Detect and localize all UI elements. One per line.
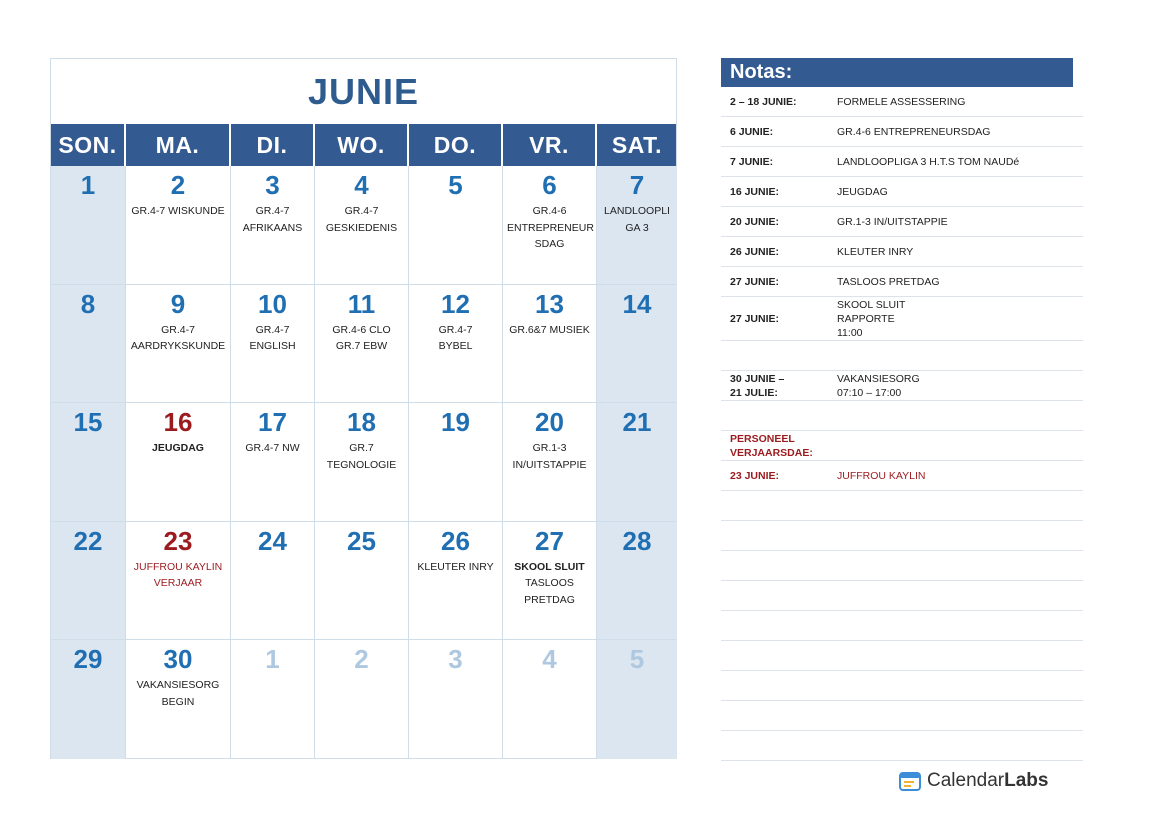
logo-text-part2: Labs	[1004, 770, 1049, 791]
weekday-header-cell: WO.	[315, 124, 409, 166]
day-event-bold: SKOOL SLUIT	[514, 560, 585, 573]
day-event: GR.1-3 IN/UITSTAPPIE	[512, 442, 587, 471]
day-cell[interactable]	[231, 166, 315, 285]
day-event: GR.4-7 ENGLISH	[249, 323, 296, 353]
day-cell[interactable]	[315, 640, 409, 759]
note-row	[721, 731, 1083, 761]
notes-list	[721, 87, 1083, 761]
note-text: JEUGDAG	[837, 185, 888, 198]
day-number: 25	[347, 525, 376, 556]
notes-title: Notas:	[721, 58, 1073, 87]
note-date: 23 JUNIE:	[730, 469, 780, 482]
day-event: VAKANSIESORG BEGIN	[136, 679, 220, 708]
day-number: 5	[629, 644, 645, 675]
notes-panel	[721, 58, 1083, 761]
day-number: 22	[73, 525, 103, 556]
day-cell[interactable]	[51, 403, 126, 522]
note-text: JUFFROU KAYLIN	[837, 469, 926, 482]
week-row	[51, 403, 677, 522]
day-cell[interactable]	[597, 285, 677, 404]
day-cell[interactable]	[126, 285, 231, 404]
day-event: JUFFROU KAYLIN VERJAAR	[133, 560, 223, 590]
note-row	[721, 177, 1083, 207]
note-text: TASLOOS PRETDAG	[837, 275, 940, 288]
day-cell[interactable]	[51, 522, 126, 641]
day-cell[interactable]	[315, 285, 409, 404]
day-cell[interactable]	[409, 640, 503, 759]
day-number: 13	[535, 288, 564, 319]
note-row	[721, 207, 1083, 237]
day-event: GR.4-7 GESKIEDENIS	[325, 205, 398, 234]
day-number: 1	[265, 644, 280, 675]
day-cell[interactable]	[126, 640, 231, 759]
day-event: KLEUTER INRY	[417, 560, 494, 573]
note-date: 7 JUNIE:	[730, 155, 774, 168]
day-cell[interactable]	[315, 166, 409, 285]
calendar-grid	[51, 166, 676, 759]
note-row	[721, 297, 1083, 341]
note-row	[721, 551, 1083, 581]
day-number: 3	[265, 170, 280, 200]
note-row	[721, 641, 1083, 671]
day-cell[interactable]	[597, 640, 677, 759]
day-number: 2	[170, 170, 186, 200]
note-row	[721, 87, 1083, 117]
weekday-header-cell: VR.	[503, 124, 597, 166]
day-number: 15	[73, 407, 103, 438]
day-number: 30	[163, 644, 193, 675]
note-row	[721, 461, 1083, 491]
note-row	[721, 611, 1083, 641]
note-text: LANDLOOPLIGA 3 H.T.S TOM NAUDé	[837, 155, 1020, 168]
day-number: 18	[347, 407, 376, 438]
day-number: 29	[73, 644, 103, 675]
day-cell[interactable]	[315, 522, 409, 641]
day-number: 4	[354, 170, 369, 200]
note-date: 27 JUNIE:	[730, 312, 780, 325]
day-number: 2	[354, 644, 369, 675]
day-cell[interactable]	[231, 403, 315, 522]
day-cell[interactable]	[503, 403, 597, 522]
week-row	[51, 522, 677, 641]
day-cell[interactable]	[315, 403, 409, 522]
note-row	[721, 147, 1083, 177]
note-text: GR.1-3 IN/UITSTAPPIE	[837, 215, 948, 228]
note-row	[721, 491, 1083, 521]
day-number: 3	[448, 644, 463, 675]
day-event: GR.4-7 NW	[245, 442, 300, 455]
weekday-header	[51, 124, 676, 166]
day-event: GR.4-6 ENTREPRENEUR SDAG	[507, 205, 594, 250]
day-event: GR.4-6 CLO GR.7 EBW	[332, 323, 391, 353]
logo-text-part1: Calendar	[927, 770, 1005, 791]
day-cell[interactable]	[51, 640, 126, 759]
weekday-header-cell: SAT.	[611, 131, 663, 158]
day-cell[interactable]	[503, 285, 597, 404]
note-text: VAKANSIESORG 07:10 – 17:00	[837, 372, 920, 399]
day-cell[interactable]	[597, 166, 677, 285]
day-cell[interactable]	[503, 166, 597, 285]
day-event: GR.4-7 WISKUNDE	[131, 205, 225, 217]
day-number: 4	[542, 644, 557, 675]
day-event: JEUGDAG	[152, 442, 204, 455]
day-number: 14	[622, 288, 652, 319]
note-row	[721, 521, 1083, 551]
day-number: 19	[441, 407, 470, 438]
calendar	[50, 58, 677, 759]
note-row	[721, 401, 1083, 431]
note-text: KLEUTER INRY	[837, 245, 914, 258]
day-cell[interactable]	[409, 166, 503, 285]
note-date: 2 – 18 JUNIE:	[730, 95, 797, 108]
day-number: 5	[448, 170, 463, 200]
month-title: JUNIE	[307, 70, 420, 112]
day-cell[interactable]	[409, 403, 503, 522]
day-number: 20	[535, 407, 564, 438]
day-number: 7	[629, 170, 645, 200]
week-row	[51, 640, 677, 759]
note-row	[721, 267, 1083, 297]
day-number: 27	[535, 525, 564, 556]
day-event: GR.7 TEGNOLOGIE	[326, 442, 397, 471]
day-event: TASLOOS PRETDAG	[524, 577, 575, 606]
day-number: 8	[80, 288, 96, 319]
day-cell[interactable]	[503, 640, 597, 759]
day-event: GR.4-7 AFRIKAANS	[242, 205, 303, 234]
note-row	[721, 581, 1083, 611]
note-date: 16 JUNIE:	[730, 185, 780, 198]
note-row	[721, 371, 1083, 401]
note-text: GR.4-6 ENTREPRENEURSDAG	[837, 125, 991, 138]
day-number: 10	[258, 288, 287, 319]
day-number: 12	[441, 288, 470, 319]
note-row	[721, 431, 1083, 461]
day-cell[interactable]	[51, 166, 126, 285]
note-row	[721, 341, 1083, 371]
note-row	[721, 237, 1083, 267]
weekday-header-cell: SON.	[51, 124, 126, 166]
note-text: SKOOL SLUIT RAPPORTE 11:00	[837, 298, 906, 339]
note-row	[721, 117, 1083, 147]
day-event: GR.4-7 AARDRYKSKUNDE	[130, 323, 226, 353]
day-cell[interactable]	[126, 522, 231, 641]
day-event: GR.4-7 BYBEL	[438, 323, 473, 353]
day-cell[interactable]	[409, 285, 503, 404]
day-number: 23	[163, 525, 193, 556]
day-number: 11	[347, 288, 376, 319]
calendar-icon	[899, 770, 923, 792]
day-cell[interactable]	[597, 403, 677, 522]
day-number: 1	[80, 170, 96, 200]
day-number: 9	[170, 288, 186, 319]
day-cell[interactable]	[597, 522, 677, 641]
day-number: 21	[622, 407, 652, 438]
day-event: GR.6&7 MUSIEK	[509, 323, 590, 336]
weekday-header-cell: DO.	[409, 124, 503, 166]
note-text: FORMELE ASSESSERING	[837, 95, 966, 108]
note-date: 30 JUNIE – 21 JULIE:	[730, 372, 785, 399]
day-number: 17	[258, 407, 287, 438]
note-date: 27 JUNIE:	[730, 275, 780, 288]
week-row	[51, 285, 677, 404]
day-cell[interactable]	[409, 522, 503, 641]
day-cell[interactable]	[231, 522, 315, 641]
week-row	[51, 166, 677, 285]
day-event: LANDLOOPLI GA 3	[604, 205, 670, 234]
weekday-header-cell: MA.	[126, 124, 231, 166]
note-date: 6 JUNIE:	[730, 125, 774, 138]
day-cell[interactable]	[51, 285, 126, 404]
day-cell[interactable]	[126, 166, 231, 285]
calendarlabs-logo[interactable]	[899, 770, 1048, 792]
weekday-header-cell: DI.	[231, 124, 315, 166]
note-row	[721, 671, 1083, 701]
day-number: 28	[622, 525, 652, 556]
day-cell[interactable]	[126, 403, 231, 522]
note-date: 20 JUNIE:	[730, 215, 780, 228]
day-number: 26	[441, 525, 470, 556]
day-number: 24	[258, 525, 287, 556]
note-row	[721, 701, 1083, 731]
day-cell[interactable]	[231, 640, 315, 759]
day-cell[interactable]	[231, 285, 315, 404]
logo-text	[927, 770, 1048, 792]
note-date: PERSONEEL VERJAARSDAE:	[730, 432, 813, 459]
note-date: 26 JUNIE:	[730, 245, 780, 258]
day-cell[interactable]	[503, 522, 597, 641]
day-number: 16	[163, 407, 193, 438]
day-number: 6	[542, 170, 557, 200]
